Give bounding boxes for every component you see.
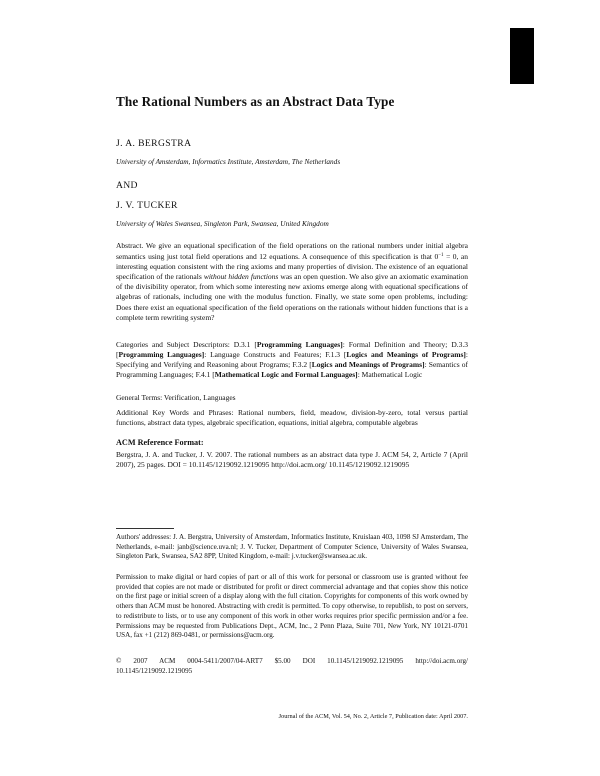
- acm-reference-heading: ACM Reference Format:: [116, 438, 204, 447]
- author-name-2: J. V. TUCKER: [116, 200, 178, 211]
- author-affiliation-1: University of Amsterdam, Informatics Institute, Amsterdam, The Netherlands: [116, 157, 341, 166]
- general-terms: General Terms: Verification, Languages: [116, 393, 236, 402]
- abstract: Abstract. We give an equational specification of the field operations on the rational numbers under initial algebra semantics using just total field operations and 12 equations. A consequence of this specification is that $0^{-1} = 0$, an interesting equation consistent with the ring axioms and many properties of division. The existence of an equational specification of the rationals without hidden functions was an open question. We also give an axiomatic examination of the divisibility operator, from which some interesting new axioms emerge along with equational specifications of algebras of rationals, including one with the modulus function. Finally, we state some open problems, including: Does there exist an equational specification of the field operations on the rationals without hidden functions that is a complete term rewriting system?: [116, 241, 468, 322]
- journal-footer: Journal of the ACM, Vol. 54, No. 2, Article 7, Publication date: April 2007.: [278, 713, 468, 720]
- keywords: Additional Key Words and Phrases: Rational numbers, field, meadow, division-by-zero, total versus partial functions, abstract data types, algebraic specification, equations, initial algebra, computable algebras: [116, 408, 468, 428]
- and-separator: AND: [116, 180, 138, 191]
- permission-notice: Permission to make digital or hard copies of part or all of this work for personal or classroom use is granted without fee provided that copies are not made or distributed for profit or direct commercial advantage and that copies show this notice on the first page or initial screen of a display along with the full citation. Copyrights for components of this work owned by others than ACM must be honored. Abstracting with credit is permitted. To copy otherwise, to republish, to post on servers, to redistribute to lists, or to use any component of this work in other works requires prior specific permission and/or a fee. Permissions may be requested from Publications Dept., ACM, Inc., 2 Penn Plaza, Suite 701, New York, NY 10121-0701 USA, fax +1 (212) 869-0481, or permissions@acm.org.: [116, 573, 468, 640]
- thumb-index-tab: [510, 28, 534, 84]
- authors-addresses: Authors' addresses: J. A. Bergstra, University of Amsterdam, Informatics Institute, Kruislaan 403, 1098 SJ Amsterdam, The Netherlands, e-mail: janb@science.uva.nl; J. V. Tucker, Department of Computer Science, University of Wales Swansea, Singleton Park, Swansea, SA2 8PP, United Kingdom, e-mail: j.v.tucker@swansea.ac.uk.: [116, 533, 468, 561]
- paper-title: The Rational Numbers as an Abstract Data Type: [116, 94, 395, 109]
- acm-reference-text: Bergstra, J. A. and Tucker, J. V. 2007. The rational numbers as an abstract data type J. ACM 54, 2, Article 7 (April 2007), 25 pages. DOI = 10.1145/1219092.1219095 http://doi.acm.org/ 10.1145/1219092.1219095: [116, 450, 468, 470]
- footnote-rule: [116, 528, 174, 529]
- author-affiliation-2: University of Wales Swansea, Singleton Park, Swansea, United Kingdom: [116, 219, 329, 228]
- author-name-1: J. A. BERGSTRA: [116, 138, 192, 149]
- categories-descriptors: Categories and Subject Descriptors: D.3.1 [Programming Languages]: Formal Definition and Theory; D.3.3 [Programming Languages]: Language Constructs and Features; F.1.3 [Logics and Meanings of Programs]: Specifying and Verifying and Reasoning about Programs; F.3.2 [Logics and Meanings of Programs]: Semantics of Programming Languages; F.4.1 [Mathematical Logic and Formal Languages]: Mathematical Logic: [116, 340, 469, 380]
- copyright-line: © 2007 ACM 0004-5411/2007/04-ART7 $5.00 DOI 10.1145/1219092.1219095 http://doi.acm.org/ 10.1145/1219092.1219095: [116, 657, 468, 675]
